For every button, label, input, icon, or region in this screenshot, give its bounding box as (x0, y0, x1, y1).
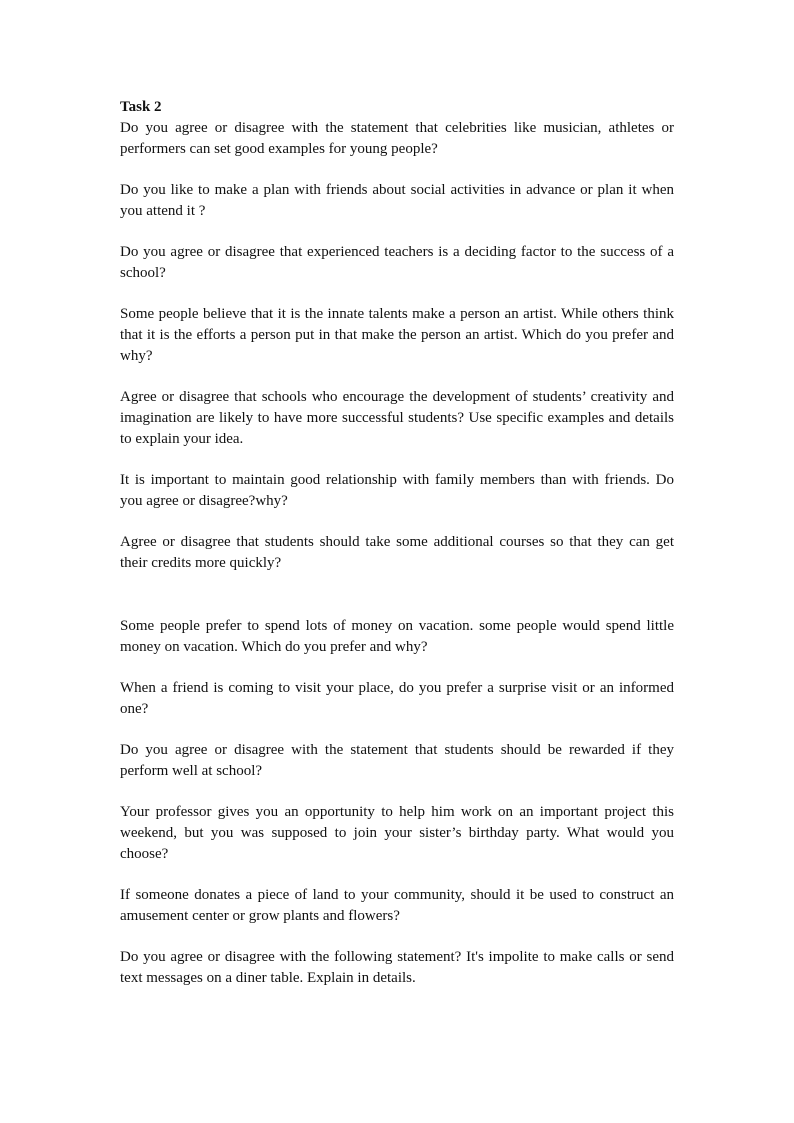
question-item: Some people prefer to spend lots of money on vacation. some people would spend little money on vacation. Which do you prefer and why? (120, 618, 674, 655)
question-item: Some people believe that it is the innate talents make a person an artist. While others think that it is the efforts a person put in that make the person an artist. Which do you prefer and why? (120, 306, 674, 364)
question-item: If someone donates a piece of land to your community, should it be used to construct an amusement center or grow plants and flowers? (120, 887, 674, 924)
question-item: Do you agree or disagree with the following statement? It's impolite to make calls or send text messages on a diner table. Explain in details. (120, 949, 674, 986)
question-item: It is important to maintain good relationship with family members than with friends. Do you agree or disagree?why? (120, 472, 674, 509)
task-content (120, 97, 674, 1009)
question-item: Your professor gives you an opportunity to help him work on an important project this weekend, but you was supposed to join your sister’s birthday party. What would you choose? (120, 804, 674, 862)
question-item: Do you agree or disagree with the statement that students should be rewarded if they perform well at school? (120, 742, 674, 779)
question-item: Do you like to make a plan with friends about social activities in advance or plan it when you attend it ? (120, 182, 674, 219)
question-item: Do you agree or disagree with the statement that celebrities like musician, athletes or performers can set good examples for young people? (120, 120, 674, 157)
question-item: Do you agree or disagree that experienced teachers is a deciding factor to the success of a school? (120, 244, 674, 281)
question-item: When a friend is coming to visit your place, do you prefer a surprise visit or an informed one? (120, 680, 674, 717)
question-item: Agree or disagree that schools who encourage the development of students’ creativity and imagination are likely to have more successful students? Use specific examples and details to explain your idea. (120, 389, 674, 447)
question-item: Agree or disagree that students should take some additional courses so that they can get their credits more quickly? (120, 534, 674, 571)
task-title: Task 2 (120, 99, 162, 115)
